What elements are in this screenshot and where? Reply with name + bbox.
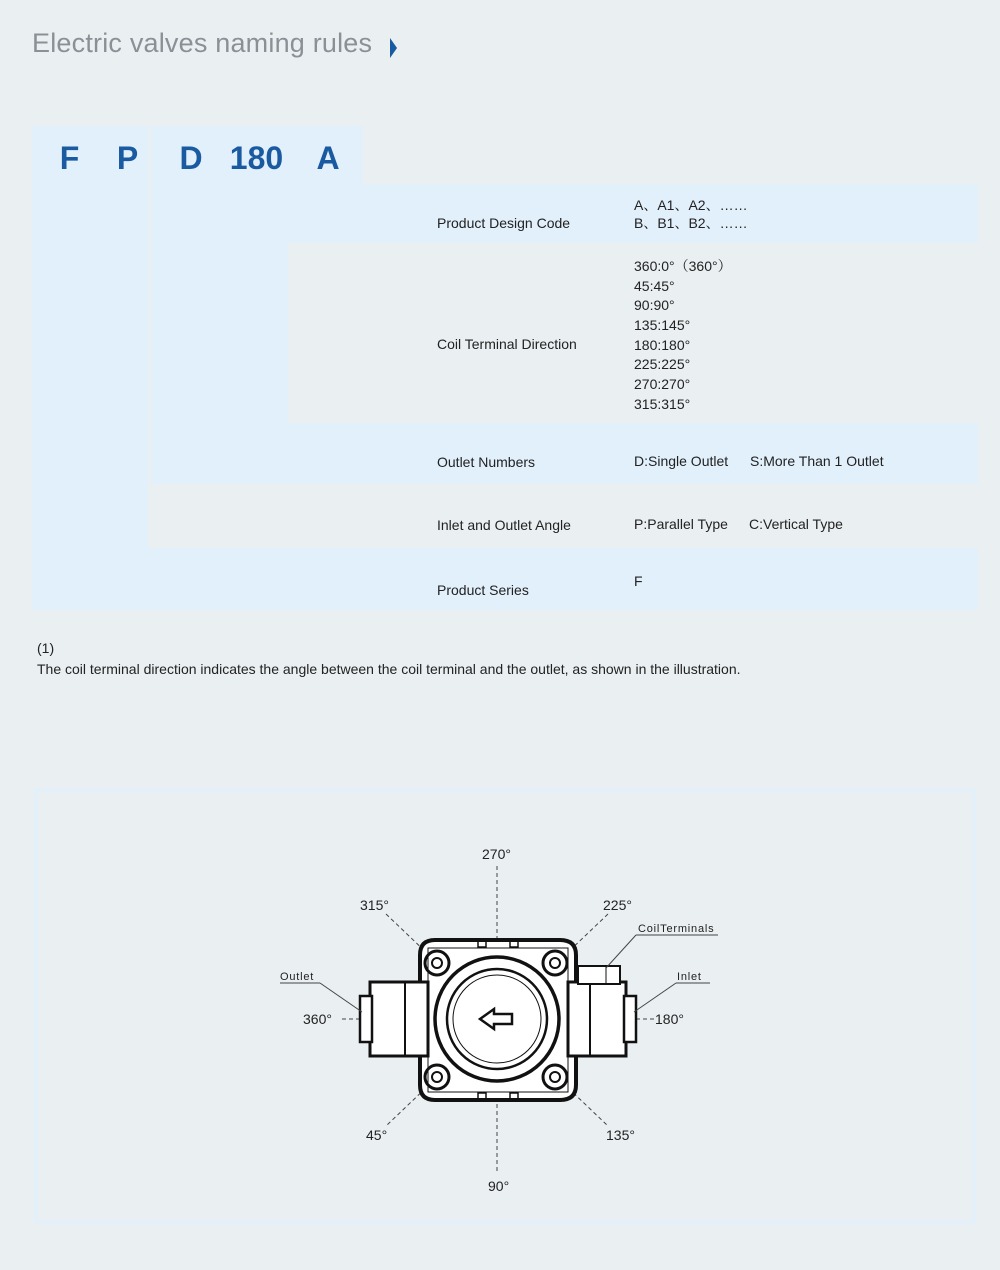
row-label-product-series: Product Series bbox=[437, 582, 529, 598]
inlet-outlet-angle-value-1: P:Parallel Type bbox=[634, 516, 728, 532]
code-direction: 180 bbox=[229, 140, 284, 176]
design-code-value-2: B、B1、B2、…… bbox=[634, 215, 748, 231]
outlet-numbers-value-2: S:More Than 1 Outlet bbox=[750, 453, 884, 469]
inlet-outlet-angle-value-2: C:Vertical Type bbox=[749, 516, 843, 532]
code-series: F bbox=[59, 140, 80, 176]
angle-label-360: 360° bbox=[303, 1011, 332, 1027]
angle-label-315: 315° bbox=[360, 897, 389, 913]
coil-direction-value-3: 90:90° bbox=[634, 297, 675, 313]
row-label-coil-direction: Coil Terminal Direction bbox=[437, 336, 577, 352]
coil-direction-value-1: 360:0°（360°） bbox=[634, 258, 732, 274]
band-product-series bbox=[32, 126, 107, 610]
inlet-label: Inlet bbox=[677, 971, 702, 983]
coil-terminals-label: CoilTerminals bbox=[638, 923, 715, 935]
product-series-value: F bbox=[634, 573, 643, 589]
angle-label-270: 270° bbox=[482, 846, 511, 862]
chevron-right-icon bbox=[390, 38, 397, 58]
coil-direction-value-8: 315:315° bbox=[634, 396, 691, 412]
row-label-outlet-numbers: Outlet Numbers bbox=[437, 454, 536, 470]
coil-direction-value-4: 135:145° bbox=[634, 317, 691, 333]
outlet-label: Outlet bbox=[280, 971, 315, 983]
angle-label-90: 90° bbox=[488, 1178, 510, 1194]
angle-label-45: 45° bbox=[366, 1127, 388, 1143]
outlet-numbers-value-1: D:Single Outlet bbox=[634, 453, 729, 469]
design-code-value-1: A、A1、A2、…… bbox=[634, 197, 748, 213]
angle-label-180: 180° bbox=[655, 1011, 684, 1027]
row-label-design-code: Product Design Code bbox=[437, 215, 571, 231]
code-design: A bbox=[316, 140, 340, 176]
band-inlet-outlet-angle bbox=[107, 126, 148, 548]
angle-label-225: 225° bbox=[603, 897, 632, 913]
code-outlets: D bbox=[179, 140, 203, 176]
note-text: The coil terminal direction indicates the angle between the coil terminal and the outlet, as shown in the illustration. bbox=[37, 661, 741, 677]
code-angle: P bbox=[116, 140, 139, 176]
coil-direction-value-7: 270:270° bbox=[634, 376, 691, 392]
band-product-series-row bbox=[32, 548, 978, 610]
row-label-inlet-outlet-angle: Inlet and Outlet Angle bbox=[437, 517, 571, 533]
band-design-code-row bbox=[288, 184, 978, 243]
coil-direction-value-6: 225:225° bbox=[634, 356, 691, 372]
angle-label-135: 135° bbox=[606, 1127, 635, 1143]
diagram-panel bbox=[34, 788, 976, 1224]
coil-direction-value-5: 180:180° bbox=[634, 337, 691, 353]
page-title: Electric valves naming rules bbox=[32, 28, 373, 58]
coil-direction-value-2: 45:45° bbox=[634, 278, 675, 294]
note-marker: (1) bbox=[37, 640, 55, 656]
